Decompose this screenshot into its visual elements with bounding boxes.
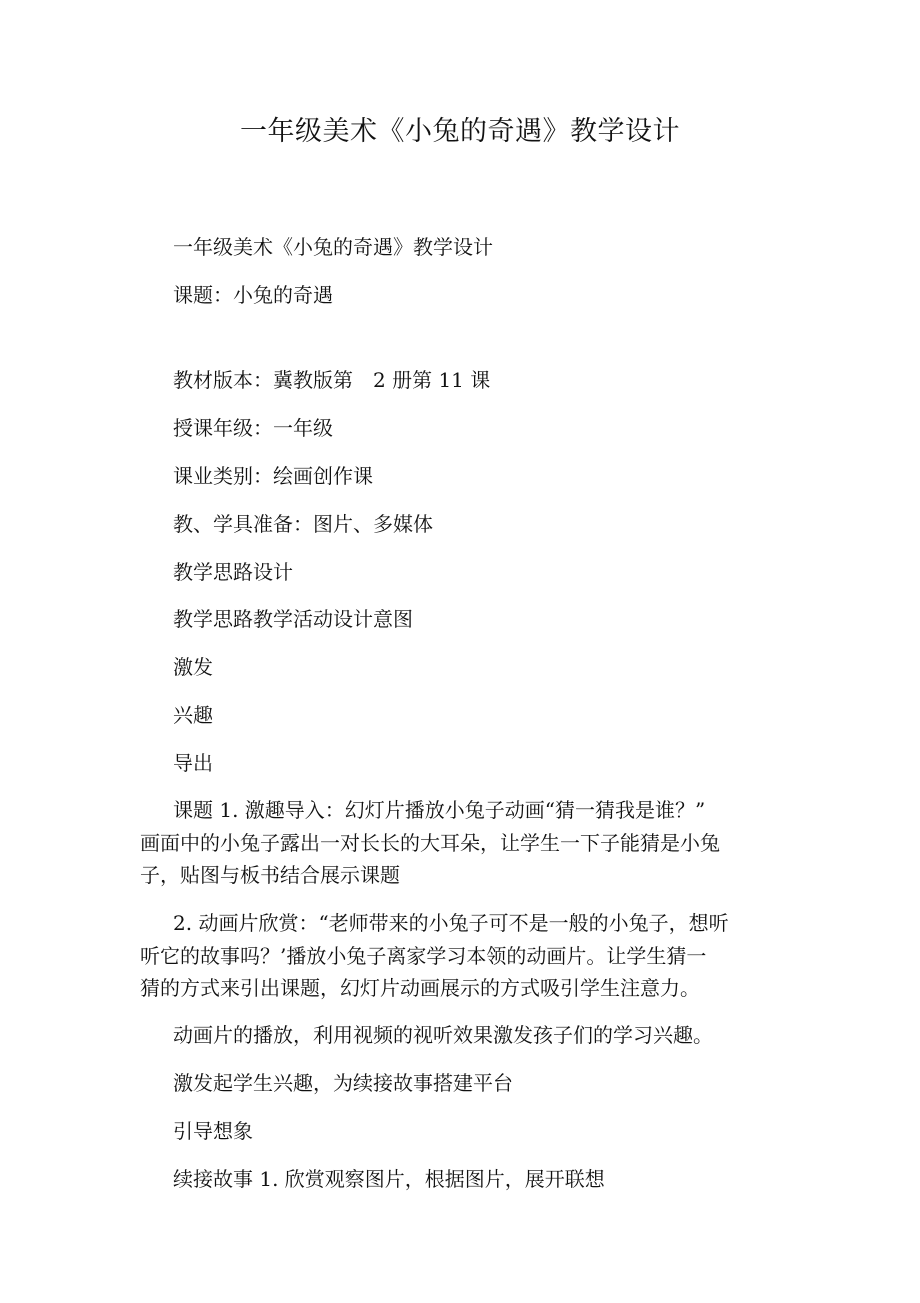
paragraph-intro [140, 794, 740, 892]
paragraph-line: 2. 动画片欣赏：“老师带来的小兔子可不是一般的小兔子，想听 [173, 911, 729, 935]
line-edition: 教材版本：冀教版第 2 册第 11 课 [173, 368, 491, 392]
paragraph-animation [140, 907, 740, 1005]
paragraph-line: 画面中的小兔子露出一对长长的大耳朵，让学生一下子能猜是小兔 [140, 830, 720, 855]
line-category: 课业类别：绘画创作课 [173, 464, 373, 488]
paragraph-line: 猜的方式来引出课题，幻灯片动画展示的方式吸引学生注意力。 [140, 976, 700, 1000]
line-interest: 兴趣 [173, 703, 213, 727]
line-topic: 课题：小兔的奇遇 [173, 283, 333, 307]
line-video-effect: 动画片的播放，利用视频的视听效果激发孩子们的学习兴趣。 [173, 1023, 713, 1047]
line-stimulate: 激发 [173, 655, 213, 679]
line-continue-story: 续接故事 1. 欣赏观察图片，根据图片，展开联想 [173, 1167, 605, 1191]
line-grade: 授课年级：一年级 [173, 416, 333, 440]
line-lead-out: 导出 [173, 751, 213, 775]
line-materials: 教、学具准备：图片、多媒体 [173, 512, 433, 536]
paragraph-line: 听它的故事吗？’播放小兔子离家学习本领的动画片。让学生猜一 [140, 943, 707, 968]
line-platform: 激发起学生兴趣，为续接故事搭建平台 [173, 1071, 513, 1095]
document-title: 一年级美术《小兔的奇遇》教学设计 [240, 116, 680, 147]
line-design: 教学思路设计 [173, 560, 293, 584]
line-guide-imagination: 引导想象 [173, 1119, 253, 1143]
paragraph-line: 子，贴图与板书结合展示课题 [140, 863, 400, 887]
line-design-columns: 教学思路教学活动设计意图 [173, 607, 413, 631]
line-heading: 一年级美术《小兔的奇遇》教学设计 [173, 235, 493, 259]
paragraph-line: 课题 1. 激趣导入：幻灯片播放小兔子动画“猜一猜我是谁？” [173, 798, 706, 822]
